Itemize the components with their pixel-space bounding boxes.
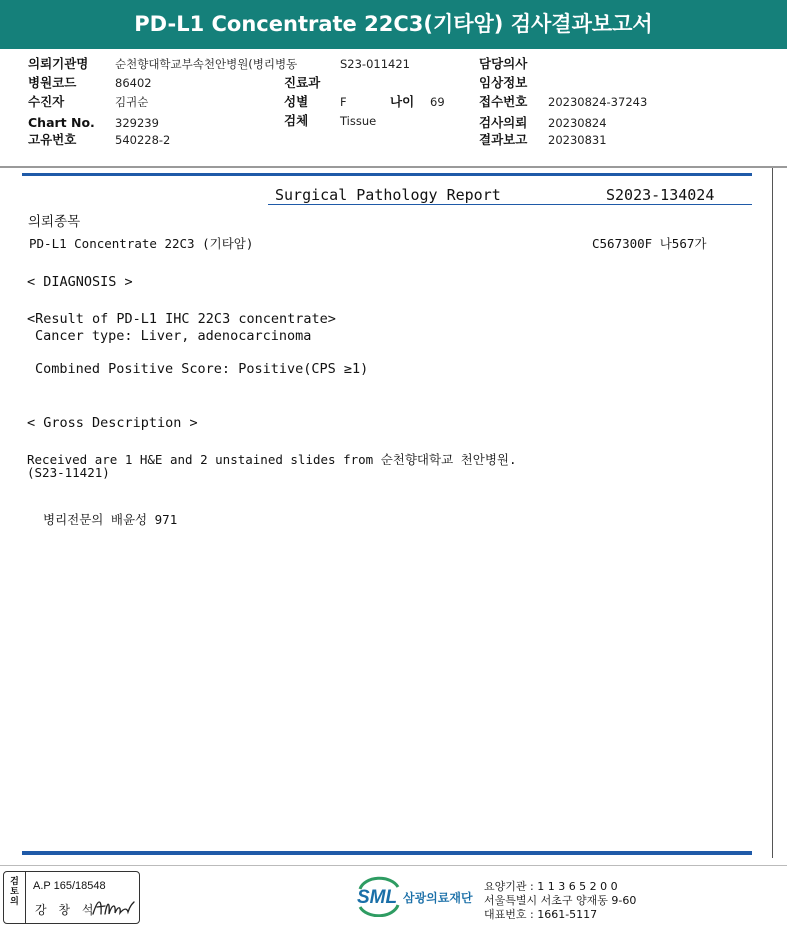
gross-description-line2: (S23-11421) <box>27 465 110 480</box>
report-title-underline <box>268 204 752 205</box>
age-label: 나이 <box>390 94 415 109</box>
report-title: Surgical Pathology Report <box>275 186 501 204</box>
stamp-reviewer-name: 강 창 석 <box>35 903 98 917</box>
institution-extra: S23-011421 <box>340 57 410 71</box>
report-date-label: 결과보고 <box>479 132 528 147</box>
report-date-value: 20230831 <box>548 133 607 147</box>
combined-positive-score: Combined Positive Score: Positive(CPS ≥1) <box>35 361 369 377</box>
pathologist-signature: 병리전문의 배윤성 971 <box>43 512 178 527</box>
unique-value: 540228-2 <box>115 133 171 147</box>
sex-label: 성별 <box>284 94 309 109</box>
sml-logo <box>356 875 481 919</box>
result-title: <Result of PD-L1 IHC 22C3 concentrate> <box>27 311 336 327</box>
sml-logo-text: SML <box>357 887 398 908</box>
gross-description-line1: Received are 1 H&E and 2 unstained slides from 순천향대학교 천안병원. <box>27 452 517 467</box>
chart-label: Chart No. <box>28 115 95 130</box>
stamp-side-char: 의 <box>10 897 19 907</box>
stamp-side-char: 검 <box>10 877 19 887</box>
hospital-code-value: 86402 <box>115 76 152 90</box>
footer-divider <box>0 865 787 866</box>
org-address: 서울특별시 서초구 양재동 9-60 <box>484 894 637 907</box>
org-phone: 대표번호 : 1661-5117 <box>484 908 598 921</box>
reception-value: 20230824-37243 <box>548 95 648 109</box>
document-title: PD-L1 Concentrate 22C3(기타암) 검사결과보고서 <box>134 12 653 36</box>
clinical-label: 임상정보 <box>479 75 528 90</box>
request-label: 검사의뢰 <box>479 115 528 130</box>
report-title-bar <box>0 0 787 49</box>
specimen-label: 검체 <box>284 113 309 128</box>
report-top-rule <box>22 173 752 176</box>
unique-label: 고유번호 <box>28 132 77 147</box>
diagnosis-heading: < DIAGNOSIS > <box>27 274 133 290</box>
request-item-label: 의뢰종목 <box>28 214 81 230</box>
patient-value: 김귀순 <box>115 95 149 109</box>
report-number: S2023-134024 <box>606 186 715 204</box>
gross-heading: < Gross Description > <box>27 415 198 431</box>
handwritten-signature <box>90 894 136 920</box>
patient-label: 수진자 <box>28 94 65 109</box>
stamp-side-char: 토 <box>10 887 19 897</box>
request-value: 20230824 <box>548 116 607 130</box>
sml-org-name: 삼광의료재단 <box>403 891 473 905</box>
request-item-code: C567300F 나567가 <box>592 236 707 251</box>
age-value: 69 <box>430 95 445 109</box>
stamp-side-label <box>4 872 26 923</box>
hospital-code-label: 병원코드 <box>28 75 77 90</box>
institution-value: 순천향대학교부속천안병원(병리병동 <box>115 57 298 71</box>
chart-value: 329239 <box>115 116 159 130</box>
request-item-name: PD-L1 Concentrate 22C3 (기타암) <box>29 236 254 251</box>
specimen-value: Tissue <box>340 114 377 128</box>
institution-label: 의뢰기관명 <box>28 56 89 71</box>
cancer-type: Cancer type: Liver, adenocarcinoma <box>35 328 312 344</box>
doctor-label: 담당의사 <box>479 56 528 71</box>
review-stamp <box>3 871 140 924</box>
department-label: 진료과 <box>284 75 321 90</box>
reception-label: 접수번호 <box>479 94 528 109</box>
org-code: 요양기관 : 1 1 3 6 5 2 0 0 <box>484 880 618 893</box>
report-bottom-rule <box>22 851 752 855</box>
sex-value: F <box>340 95 347 109</box>
stamp-ap-number: A.P 165/18548 <box>33 880 106 892</box>
